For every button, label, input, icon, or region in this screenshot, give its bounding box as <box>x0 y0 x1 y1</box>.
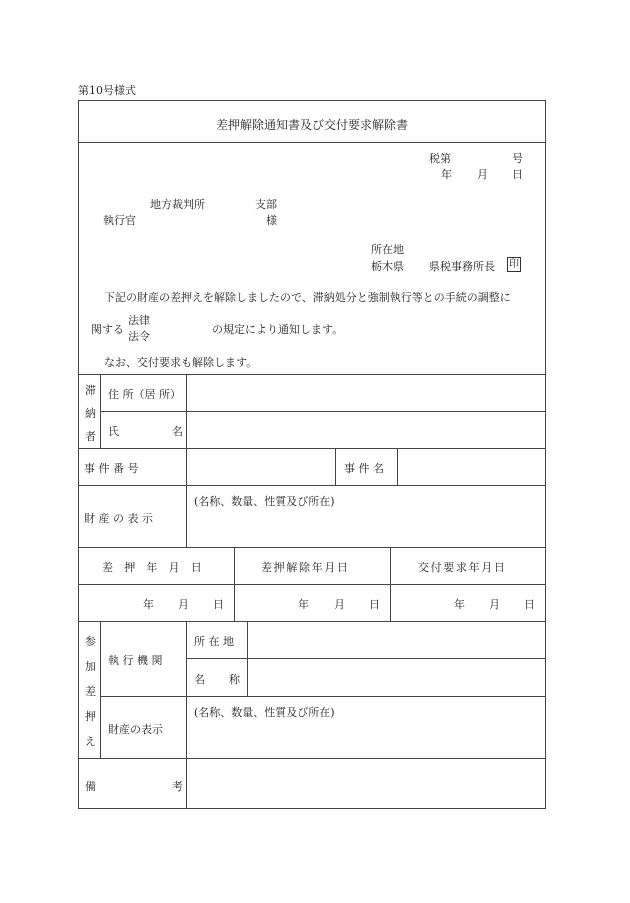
rule-agency-bottom <box>100 696 546 697</box>
court-name: 地方裁判所 <box>150 198 205 211</box>
agency-location-label: 所 在 地 <box>194 635 234 648</box>
outer-border-left <box>78 100 79 809</box>
vrule-joint-label <box>186 621 187 809</box>
vrule-label-col <box>186 374 187 547</box>
sender-address-label: 所在地 <box>371 243 404 256</box>
rule-below-joint <box>78 758 546 759</box>
notice-line-2-prefix: 関する <box>91 323 124 336</box>
vrule-date-1 <box>234 547 235 621</box>
property-label: 財 産 の 表 示 <box>84 512 153 525</box>
sender-prefecture: 栃木県 <box>371 260 404 273</box>
notice-line-3: なお、交付要求も解除します。 <box>104 356 258 369</box>
rule-below-delinquent <box>78 448 546 449</box>
notice-line-1: 下記の財産の差押えを解除しましたので、滞納処分と強制執行等との手続の調整に <box>104 291 511 304</box>
vrule-agency-label <box>247 621 248 696</box>
vrule-case-split <box>335 448 336 485</box>
seizure-month: 月 <box>178 598 189 611</box>
rule-below-case <box>78 485 546 486</box>
vrule-date-2 <box>390 547 391 621</box>
rule-below-title <box>78 142 546 143</box>
rule-agency-mid <box>186 658 546 659</box>
request-month: 月 <box>489 598 500 611</box>
vrule-joint-group <box>100 621 101 758</box>
remarks-label-second: 考 <box>172 780 183 793</box>
address-label: 住 所（居 所） <box>108 388 181 401</box>
delinquent-char-2: 納 <box>85 407 96 420</box>
rule-below-dates <box>78 621 546 622</box>
tax-number-suffix: 号 <box>512 152 523 165</box>
vrule-case-name <box>397 448 398 485</box>
rule-below-property <box>78 547 546 548</box>
joint-property-hint: (名称、数量、性質及び所在) <box>194 706 335 719</box>
outer-border-bottom <box>78 808 546 809</box>
seizure-date-label: 差 押 年 月 日 <box>102 561 206 574</box>
delinquent-char-3: 者 <box>85 430 96 443</box>
name-label-second: 名 <box>172 425 183 438</box>
officer-title: 執行官 <box>103 214 136 227</box>
seizure-day: 日 <box>213 598 224 611</box>
agency-name-label-second: 称 <box>229 673 240 686</box>
date-day: 日 <box>512 168 523 181</box>
vrule-delinquent-group <box>100 374 101 448</box>
joint-property-label: 財産の表示 <box>108 723 163 736</box>
seizure-year: 年 <box>143 598 154 611</box>
rule-below-notice <box>78 374 546 375</box>
joint-char-5: え <box>85 735 96 748</box>
joint-char-1: 参 <box>85 635 96 648</box>
law-option-1: 法律 <box>128 314 150 327</box>
sender-office-head: 県税事務所長 <box>429 260 495 273</box>
joint-char-3: 差 <box>85 685 96 698</box>
seal-text: 印 <box>509 259 519 270</box>
name-label-first: 氏 <box>108 425 119 438</box>
release-date-label: 差押解除年月日 <box>261 561 350 574</box>
document-title: 差押解除通知書及び交付要求解除書 <box>215 118 408 132</box>
date-month: 月 <box>477 168 488 181</box>
agency-label: 執 行 機 関 <box>108 654 163 667</box>
request-date-label: 交付要求年月日 <box>418 561 507 574</box>
officer-honorific: 様 <box>266 214 277 227</box>
remarks-label-first: 備 <box>85 780 96 793</box>
agency-name-label-first: 名 <box>194 673 205 686</box>
notice-line-2-suffix: の規定により通知します。 <box>212 323 344 336</box>
case-name-label: 事 件 名 <box>344 462 384 475</box>
outer-border-top <box>78 100 546 101</box>
joint-char-2: 加 <box>85 660 96 673</box>
date-year: 年 <box>441 168 452 181</box>
court-branch: 支部 <box>255 198 277 211</box>
request-year: 年 <box>454 598 465 611</box>
release-year: 年 <box>298 598 309 611</box>
delinquent-char-1: 滞 <box>85 384 96 397</box>
release-day: 日 <box>369 598 380 611</box>
rule-delinquent-mid <box>100 411 546 412</box>
rule-below-date-labels <box>78 584 546 585</box>
case-number-label: 事 件 番 号 <box>84 462 139 475</box>
property-hint: (名称、数量、性質及び所在) <box>194 495 335 508</box>
request-day: 日 <box>524 598 535 611</box>
seal-mark <box>507 257 521 272</box>
release-month: 月 <box>334 598 345 611</box>
law-option-2: 法令 <box>128 330 150 343</box>
form-number: 第10号様式 <box>78 84 136 97</box>
tax-number-prefix: 税第 <box>429 152 451 165</box>
joint-char-4: 押 <box>85 710 96 723</box>
outer-border-right <box>545 100 546 809</box>
